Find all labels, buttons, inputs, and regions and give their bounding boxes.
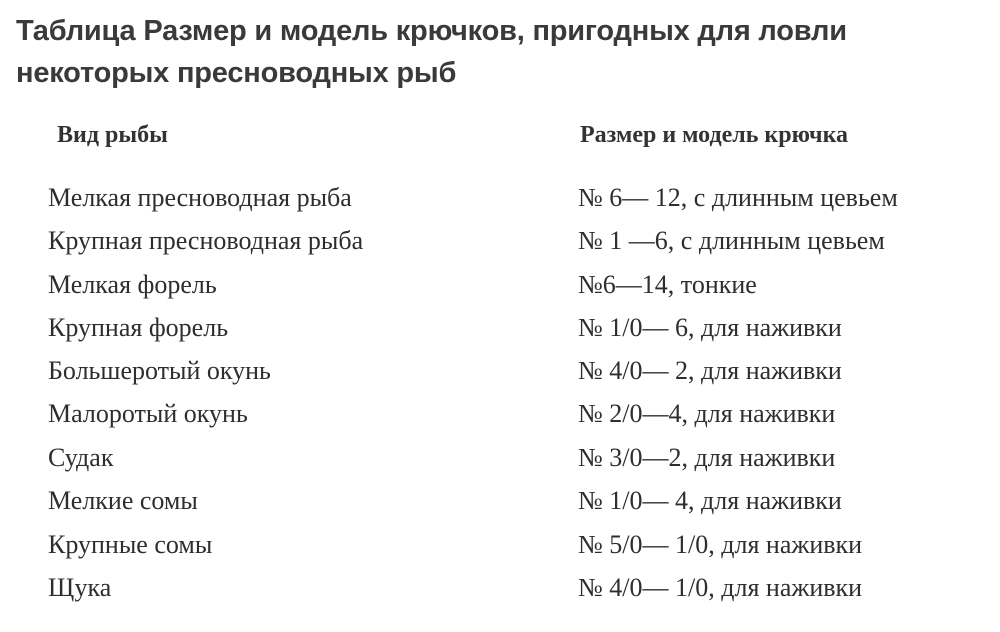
fish-cell: Большеротый окунь (48, 356, 271, 385)
fish-cell: Крупные сомы (48, 530, 213, 559)
page-title: Таблица Размер и модель крючков, пригодных для ловли некоторых пресноводных рыб (16, 15, 847, 89)
table-row (0, 436, 1000, 480)
fish-cell: Мелкая форель (48, 270, 217, 299)
table-row (0, 306, 1000, 350)
table-row (0, 263, 1000, 307)
column-header-hook: Размер и модель крючка (580, 122, 849, 148)
fish-cell: Мелкая пресноводная рыба (48, 183, 352, 212)
fish-cell: Крупная форель (48, 313, 229, 342)
table-row (0, 523, 1000, 567)
column-header-fish: Вид рыбы (57, 122, 168, 148)
fish-cell: Щука (48, 573, 112, 602)
table-row (0, 479, 1000, 523)
hook-cell: №6—14, тонкие (578, 270, 757, 299)
fish-cell: Судак (48, 443, 114, 472)
table-row (0, 176, 1000, 220)
table-row (0, 566, 1000, 610)
hook-cell: № 5/0— 1/0, для наживки (578, 530, 863, 559)
hook-cell: № 2/0—4, для наживки (578, 399, 836, 428)
hook-cell: № 6— 12, с длинным цевьем (578, 183, 898, 212)
fish-cell: Крупная пресноводная рыба (48, 226, 364, 255)
hook-cell: № 3/0—2, для наживки (578, 443, 836, 472)
table-row (0, 392, 1000, 436)
hook-cell: № 1/0— 4, для наживки (578, 486, 842, 515)
hook-cell: № 1 —6, с длинным цевьем (578, 226, 885, 255)
hook-cell: № 4/0— 1/0, для наживки (578, 573, 863, 602)
table-row (0, 219, 1000, 263)
fish-cell: Мелкие сомы (48, 486, 198, 515)
hook-cell: № 4/0— 2, для наживки (578, 356, 842, 385)
table-row (0, 349, 1000, 393)
fish-cell: Малоротый окунь (48, 399, 248, 428)
hook-cell: № 1/0— 6, для наживки (578, 313, 842, 342)
